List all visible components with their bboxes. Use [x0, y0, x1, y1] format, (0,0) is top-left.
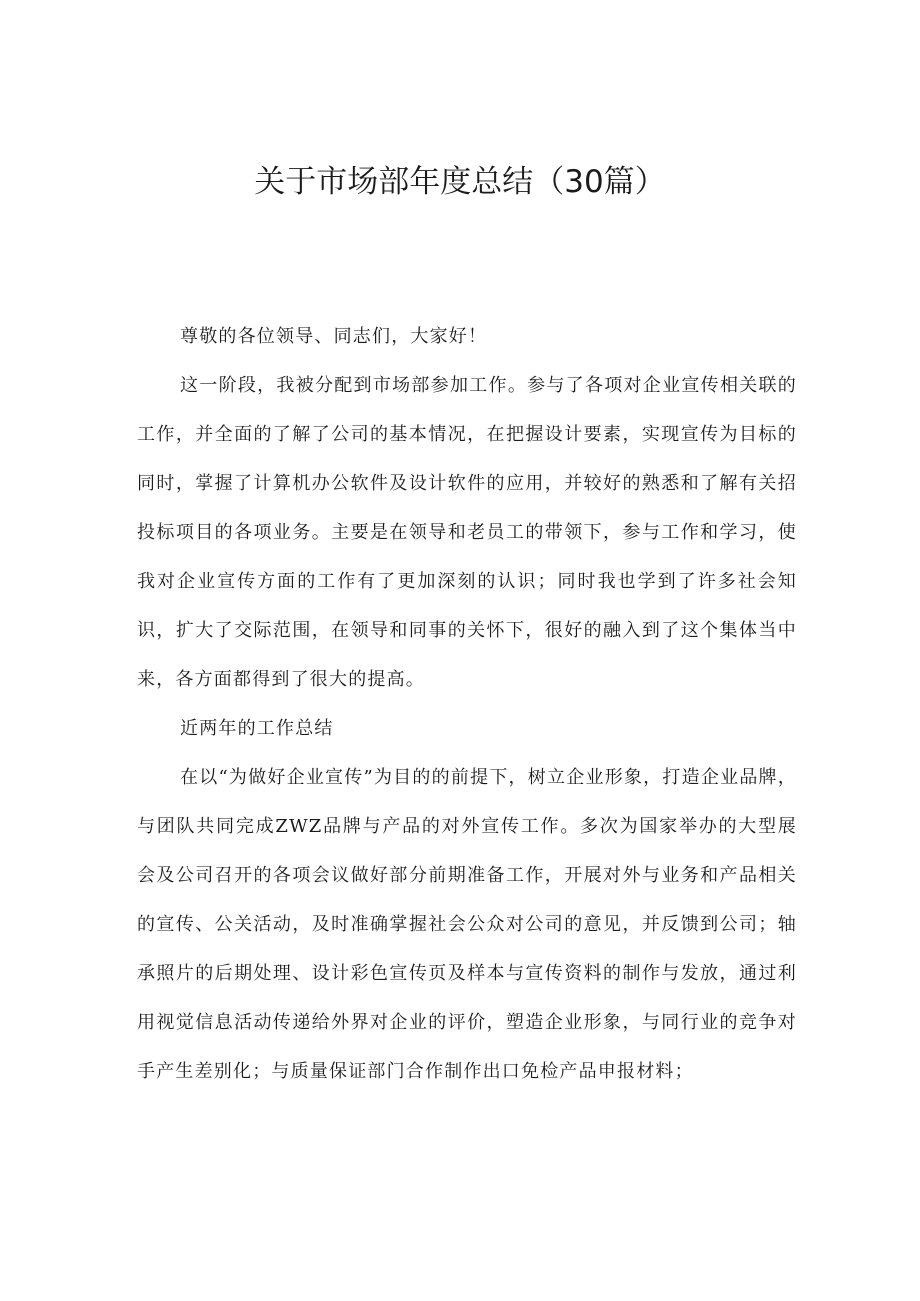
paragraph-greeting: 尊敬的各位领导、同志们，大家好！ — [180, 326, 488, 347]
document-body — [137, 312, 797, 1096]
document-title: 关于市场部年度总结（30篇） — [254, 164, 666, 200]
section-heading-two-year-summary: 近两年的工作总结 — [180, 718, 334, 739]
paragraph-work-summary: 在以“为做好企业宣传”为目的的前提下，树立企业形象，打造企业品牌，与团队共同完成ZWZ品牌与产品的对外宣传工作。多次为国家举办的大型展会及公司召开的各项会议做好部分前期准备工作，开展对外与业务和产品相关的宣传、公关活动，及时准确掌握社会公众对公司的意见，并反馈到公司；轴承照片的后期处理、设计彩色宣传页及样本与宣传资料的制作与发放，通过利用视觉信息活动传递给外界对企业的评价，塑造企业形象，与同行业的竞争对手产生差别化；与质量保证部门合作制作出口免检产品申报材料； — [137, 767, 797, 1082]
paragraph-work-intro: 这一阶段，我被分配到市场部参加工作。参与了各项对企业宣传相关联的工作，并全面的了解了公司的基本情况，在把握设计要素，实现宣传为目标的同时，掌握了计算机办公软件及设计软件的应用，并较好的熟悉和了解有关招投标项目的各项业务。主要是在领导和老员工的带领下，参与工作和学习，使我对企业宣传方面的工作有了更加深刻的认识；同时我也学到了许多社会知识，扩大了交际范围，在领导和同事的关怀下，很好的融入到了这个集体当中来，各方面都得到了很大的提高。 — [137, 375, 797, 690]
